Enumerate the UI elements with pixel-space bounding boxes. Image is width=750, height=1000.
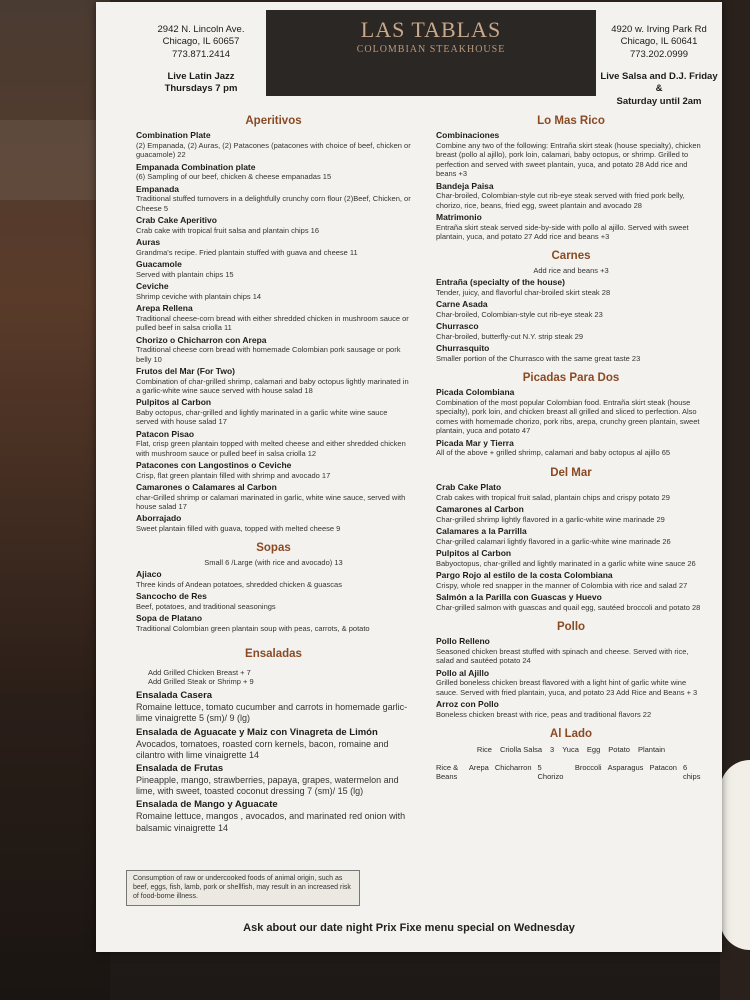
section-title-lo-mas-rico: Lo Mas Rico <box>537 115 605 127</box>
left-column <box>136 110 411 834</box>
menu-item <box>136 259 411 279</box>
section-title-picadas: Picadas Para Dos <box>522 372 620 384</box>
aperitivos-list <box>136 130 411 533</box>
menu-item-description: Char-grilled shrimp lightly flavored in a garlic-white wine marinade 29 <box>436 514 665 524</box>
menu-item-name: Carne Asada <box>436 299 488 309</box>
menu-item-name: Combinaciones <box>436 130 500 141</box>
menu-item <box>136 482 411 511</box>
side-item: 3 <box>550 745 555 755</box>
menu-item <box>136 303 411 332</box>
section-title-sopas: Sopas <box>256 542 291 555</box>
menu-item-description: Crab cake with tropical fruit salsa and plantain chips 16 <box>136 225 320 235</box>
menu-item <box>136 215 411 235</box>
menu-item-description: Entraña skirt steak served side-by-side with pollo al ajillo. Served with sweet plantain, yuca, and potato 27 Add rice and beans +3 <box>436 222 689 241</box>
al-lado-row <box>436 763 706 782</box>
menu-item-name: Bandeja Paisa <box>436 180 494 191</box>
menu-item-name: Pargo Rojo al estilo de la costa Colombiana <box>436 569 613 580</box>
menu-item-description: Combination of char-grilled shrimp, calamari and baby octopus lightly marinated in a garlic-white wine sauce served with house salad 18 <box>136 376 409 395</box>
menu-item-name: Salmón a la Parilla con Guascas y Huevo <box>436 591 602 602</box>
left-address-line: 2942 N. Lincoln Ave. <box>157 24 245 35</box>
menu-item <box>436 299 706 319</box>
menu-item-description: Crispy, whole red snapper in the manner of Colombia with rice and salad 27 <box>436 580 688 590</box>
menu-item <box>436 277 706 297</box>
menu-item-description: Three kinds of Andean potatoes, shredded chicken & guascas <box>136 579 342 589</box>
side-item: Arepa <box>468 762 489 772</box>
menu-item-description: Combine any two of the following: Entraña skirt steak (house specialty), chicken breast (pollo al ajillo), pork loin, calamari, baby octopus, or shrimp. Grilled to perfection and served with sweet plantain, yuca, and potato 28 Add rice and beans +3 <box>436 141 701 179</box>
menu-item-name: Churrasquito <box>436 343 490 353</box>
side-item: Potato <box>608 745 630 755</box>
menu-item <box>436 699 706 719</box>
logo <box>266 10 596 96</box>
menu-item <box>436 181 706 210</box>
right-address-line: Chicago, IL 60641 <box>620 36 698 48</box>
menu-item <box>136 613 411 633</box>
menu-item <box>136 763 411 797</box>
right-phone: 773.202.0999 <box>629 48 689 60</box>
menu-item-name: Frutos del Mar (For Two) <box>136 365 236 376</box>
menu-item-name: Sopa de Platano <box>136 613 203 624</box>
menu-item-description: Seasoned chicken breast stuffed with spinach and cheese. Served with rice, salad and sautéed potato 24 <box>436 646 689 666</box>
menu-item <box>436 343 706 363</box>
menu-item-name: Churrasco <box>436 321 479 331</box>
menu-item-description: Shrimp ceviche with plantain chips 14 <box>136 291 262 301</box>
side-item: 5 Chorizo <box>537 762 564 782</box>
menu-item <box>436 504 706 524</box>
menu-item-name: Pollo al Ajillo <box>436 667 490 678</box>
menu-item-name: Ensalada Casera <box>136 690 213 702</box>
left-phone: 773.871.2414 <box>171 48 231 60</box>
menu-item-name: Empanada Combination plate <box>136 161 256 172</box>
menu-item-description: Tender, juicy, and flavorful char-broiled skirt steak 28 <box>436 287 611 297</box>
menu-item <box>136 162 411 182</box>
menu-item-name: Entraña (specialty of the house) <box>436 277 565 287</box>
menu-item-description: Traditional cheese corn bread with homemade Colombian pork sausage or pork belly 10 <box>136 345 401 364</box>
menu-item <box>136 460 411 480</box>
menu-item-description: Grandma's recipe. Fried plantain stuffed with guava and cheese 11 <box>136 247 358 257</box>
carnes-note: Add rice and beans +3 <box>533 265 609 275</box>
menu-item-name: Picada Colombiana <box>436 387 515 398</box>
menu-item-name: Picada Mar y Tierra <box>436 437 514 448</box>
menu-item <box>136 591 411 611</box>
menu-item-description: Baby octopus, char-grilled and lightly marinated in a garlic white wine sauce served with house salad 17 <box>136 407 388 427</box>
menu-item-description: Crisp, flat green plantain filled with shrimp and avocado 17 <box>136 470 331 480</box>
left-live-line: Live Latin Jazz <box>167 71 235 83</box>
del-mar-list <box>436 482 706 612</box>
menu-item <box>436 130 706 178</box>
menu-item <box>436 321 706 341</box>
menu-item-name: Patacones con Langostinos o Ceviche <box>136 460 292 470</box>
menu-item <box>436 526 706 546</box>
menu-item-description: Char-grilled salmon with guascas and quail egg, sautéed broccoli and potato 28 <box>436 602 701 612</box>
menu-item-description: Romaine lettuce, mangos , avocados, and marinated red onion with balsamic vinaigrette 14 <box>136 811 406 833</box>
menu-item-name: Aborrajado <box>136 513 182 524</box>
menu-item-name: Chorizo o Chicharron con Arepa <box>136 334 267 345</box>
left-address-line: Chicago, IL 60657 <box>162 36 240 48</box>
menu-item-description: Crab cakes with tropical fruit salad, plantain chips and crispy potato 29 <box>436 492 670 502</box>
menu-item-name: Ensalada de Mango y Aguacate <box>136 799 278 811</box>
menu-item-description: Romaine lettuce, tomato cucumber and carrots in homemade garlic-lime vinaigrette 5 (sm)/ 9 (lg) <box>136 702 408 724</box>
menu-item <box>436 387 706 435</box>
menu-item <box>436 438 706 458</box>
menu-item-name: Patacon Pisao <box>136 428 195 439</box>
side-item: Patacon <box>649 762 677 772</box>
side-item: Criolla Salsa <box>499 745 543 755</box>
menu-item-name: Guacamole <box>136 259 182 270</box>
side-item: Rice <box>476 745 492 755</box>
side-item: Egg <box>586 745 601 755</box>
menu-item-description: Char-grilled calamari lightly flavored in a garlic-white wine marinade 26 <box>436 536 671 546</box>
menu-item <box>136 184 411 213</box>
right-address-line: 4920 w. Irving Park Rd <box>611 24 707 35</box>
menu-item-name: Auras <box>136 237 161 248</box>
menu-item <box>136 727 411 761</box>
menu-item-name: Crab Cake Plato <box>436 481 502 492</box>
menu-item-description: Pineapple, mango, strawberries, papaya, grapes, watermelon and lime, with sweet, toasted coconut dressing 7 (sm)/ 15 (lg) <box>136 774 399 797</box>
menu-item-name: Matrimonio <box>436 211 482 222</box>
menu-item-description: Char-broiled, butterfly-cut N.Y. strip steak 29 <box>436 331 584 341</box>
section-title-del-mar: Del Mar <box>550 466 592 479</box>
section-title-ensaladas: Ensaladas <box>245 648 302 661</box>
menu-item <box>436 212 706 241</box>
left-live-line: Thursdays 7 pm <box>164 83 238 95</box>
menu-item <box>436 668 706 697</box>
menu-item <box>436 636 706 665</box>
food-safety-warning: Consumption of raw or undercooked foods of animal origin, such as beef, eggs, fish, lamb, pork or shellfish, may result in an increased risk of food-borne illness. <box>126 870 360 906</box>
menu-item-name: Ensalada de Aguacate y Maiz con Vinagreta de Limón <box>136 726 378 738</box>
side-item: Asparagus <box>607 762 644 772</box>
pollo-list <box>436 636 706 719</box>
sopas-list <box>136 569 411 633</box>
menu-item-name: Crab Cake Aperitivo <box>136 215 217 226</box>
menu-item-description: Beef, potatoes, and traditional seasonings <box>136 601 276 611</box>
section-title-al-lado: Al Lado <box>549 728 593 740</box>
menu-item <box>136 281 411 301</box>
menu-item-description: Traditional stuffed turnovers in a delightfully crunchy corn flour (2)Beef, Chicken, or Cheese 5 <box>136 194 411 213</box>
picadas-list <box>436 387 706 457</box>
menu-item <box>136 335 411 364</box>
section-title-carnes: Carnes <box>551 250 591 263</box>
menu-item-name: Arroz con Pollo <box>436 699 499 709</box>
restaurant-name: LAS TABLAS <box>360 17 502 42</box>
menu-item-name: Combination Plate <box>136 130 211 141</box>
side-item: Chicharron <box>494 762 532 772</box>
menu-item-description: Combination of the most popular Colombian food. Entraña skirt steak (house specialty), pork loin, and chicken breast all grilled and sliced to perfection. Also comes with homemade chorizo, pork ribs, arepa, crunchy green plantain, sweet plantain, yuca and potato 47 <box>436 398 700 436</box>
lo-mas-rico-list <box>436 130 706 241</box>
menu-item <box>436 548 706 568</box>
right-live-line: Live Salsa and D.J. Friday & <box>600 71 718 95</box>
menu-item-name: Calamares a la Parrilla <box>436 525 527 536</box>
menu-item-name: Camarones o Calamares al Carbon <box>136 482 277 492</box>
right-location <box>596 24 722 108</box>
menu-item-description: Char-broiled, Colombian-style cut rib-eye steak 23 <box>436 309 603 319</box>
side-item: Rice & Beans <box>436 762 459 782</box>
menu-item-name: Pulpitos al Carbon <box>136 397 212 408</box>
menu-item <box>136 237 411 257</box>
menu-item-name: Pollo Relleno <box>436 636 490 647</box>
right-column <box>436 110 706 782</box>
side-item: Plantain <box>637 745 666 755</box>
menu-item-name: Pulpitos al Carbon <box>436 547 512 558</box>
menu-item-description: Sweet plantain filled with guava, topped with melted cheese 9 <box>136 524 341 533</box>
sopas-note: Small 6 /Large (with rice and avocado) 13 <box>204 557 343 567</box>
menu-item <box>136 130 411 159</box>
menu-item-name: Ceviche <box>136 281 169 292</box>
menu-item-description: Babyoctopus, char-grilled and lightly marinated in a garlic white wine sauce 26 <box>436 558 696 568</box>
menu-item-name: Camarones al Carbon <box>436 503 524 514</box>
ensaladas-list <box>136 690 411 834</box>
side-item: Broccoli <box>574 762 602 772</box>
menu-item-description: Traditional Colombian green plantain soup with peas, carrots, & potato <box>136 623 370 633</box>
side-item: Yuca <box>562 745 579 755</box>
menu-item <box>136 366 411 395</box>
restaurant-subtitle: COLOMBIAN STEAKHOUSE <box>356 43 506 55</box>
menu-item-name: Arepa Rellena <box>136 303 193 314</box>
menu-item-description: Boneless chicken breast with rice, peas and traditional flavors 22 <box>436 709 652 719</box>
menu-item-description: Smaller portion of the Churrasco with the same great taste 23 <box>436 353 641 363</box>
al-lado-row <box>436 745 706 754</box>
left-location <box>136 24 266 96</box>
menu-item-description: Avocados, tomatoes, roasted corn kernels, bacon, romaine and cilantro with lime vinaigrette 14 <box>136 738 389 760</box>
menu-item-description: Char-broiled, Colombian-style cut rib-eye steak served with fried pork belly, chorizo, rice, beans, fried egg, sweet plantain and avocado 28 <box>436 191 685 210</box>
menu-item-description: Flat, crisp green plantain topped with melted cheese and either shredded chicken with mushroom sauce or pulled beef in salsa criolla 12 <box>136 439 406 458</box>
ensaladas-add: Add Grilled Chicken Breast + 7 <box>148 667 251 677</box>
menu-item-name: Empanada <box>136 183 179 194</box>
menu-item <box>136 429 411 458</box>
menu-item <box>136 799 411 833</box>
menu-item-description: Grilled boneless chicken breast flavored with a light hint of garlic white wine sauce. Served with fried plantain, yuca, and potato 23 Add Rice and Beans + 3 <box>436 678 698 697</box>
menu-item-description: char-Grilled shrimp or calamari marinated in garlic, white wine sauce, served with house salad 17 <box>136 492 406 511</box>
plate <box>720 760 750 950</box>
right-live-line: Saturday until 2am <box>616 95 702 107</box>
menu-item <box>136 513 411 533</box>
menu-item <box>436 570 706 590</box>
menu-item-description: Served with plantain chips 15 <box>136 269 234 279</box>
menu-item-description: (2) Empanada, (2) Auras, (2) Patacones (patacones with choice of beef, chicken or guacamole) 22 <box>136 141 411 160</box>
menu-item <box>136 569 411 589</box>
menu-item-name: Ajiaco <box>136 569 162 580</box>
menu-item-name: Ensalada de Frutas <box>136 763 224 774</box>
footer-prix-fixe: Ask about our date night Prix Fixe menu special on Wednesday <box>243 922 575 934</box>
menu-item-description: (6) Sampling of our beef, chicken & cheese empanadas 15 <box>136 172 332 182</box>
side-item: 6 chips <box>682 762 701 782</box>
menu-sheet <box>96 2 722 952</box>
carnes-list <box>436 277 706 363</box>
menu-item-name: Sancocho de Res <box>136 591 207 602</box>
ensaladas-add: Add Grilled Steak or Shrimp + 9 <box>148 676 254 686</box>
menu-item <box>136 690 411 724</box>
menu-item-description: Traditional cheese-corn bread with either shredded chicken in mushroom sauce or pulled beef in salsa criolla 11 <box>136 313 409 333</box>
background-shelf <box>0 120 110 200</box>
menu-item-description: All of the above + grilled shrimp, calamari and baby octopus al ajillo 65 <box>436 448 671 458</box>
menu-item <box>136 397 411 426</box>
section-title-aperitivos: Aperitivos <box>245 115 302 127</box>
menu-item <box>436 482 706 502</box>
menu-item <box>436 592 706 612</box>
section-title-pollo: Pollo <box>556 620 586 633</box>
